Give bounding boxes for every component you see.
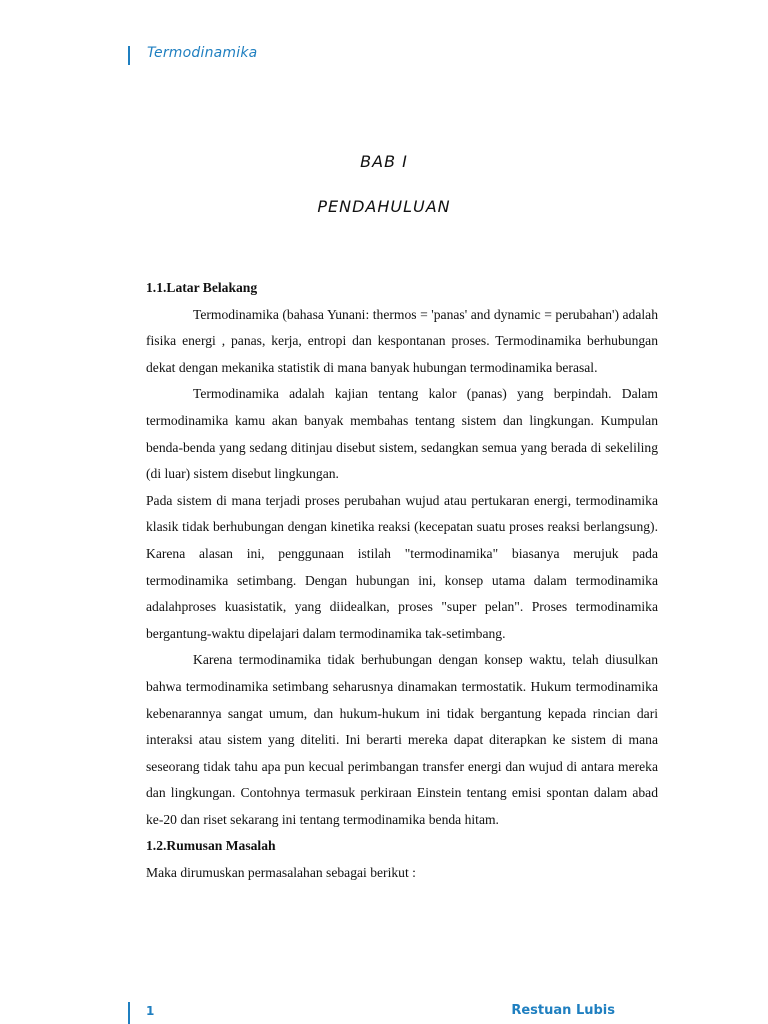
footer-author: Restuan Lubis <box>511 1003 615 1018</box>
running-header-title: Termodinamika <box>147 45 258 61</box>
paragraph: Termodinamika adalah kajian tentang kalor (panas) yang berpindah. Dalam termodinamika kamu akan banyak membahas tentang sistem dan lingkungan. Kumpulan benda-benda yang sedang ditinjau disebut sistem, sedangkan semua yang berada di sekeliling (di luar) sistem disebut lingkungan. <box>146 386 658 482</box>
section-heading: 1.1.Latar Belakang <box>146 280 258 295</box>
paragraph: Termodinamika (bahasa Yunani: thermos = 'panas' and dynamic = perubahan') adalah fisika energi , panas, kerja, entropi dan kespontanan proses. Termodinamika berhubungan dekat dengan mekanika statistik di mana banyak hubungan termodinamika berasal. <box>146 306 658 375</box>
footer-accent-bar <box>128 1002 130 1024</box>
section-heading: 1.2.Rumusan Masalah <box>146 838 276 854</box>
paragraph: Pada sistem di mana terjadi proses perubahan wujud atau pertukaran energi, termodinamika klasik tidak berhubungan dengan kinetika reaksi (kecepatan suatu proses reaksi berlangsung). Karena alasan ini, penggunaan istilah "termodinamika" biasanya merujuk pada termodinamika setimbang. Dengan hubungan ini, konsep utama dalam termodinamika adalahproses kuasistatik, yang diidealkan, proses "super pelan". Proses termodinamika bergantung-waktu dipelajari dalam termodinamika tak-setimbang. <box>146 492 658 641</box>
chapter-title: PENDAHULUAN <box>317 197 451 216</box>
chapter-number: BAB I <box>360 152 408 171</box>
paragraph: Karena termodinamika tidak berhubungan dengan konsep waktu, telah diusulkan bahwa termodinamika setimbang seharusnya dinamakan termostatik. Hukum termodinamika kebenarannya sangat umum, dan hukum-hukum ini tidak bergantung kepada rincian dari interaksi atau sistem yang diteliti. Ini berarti mereka dapat diterapkan ke sistem di mana seseorang tidak tahu apa pun kecual perimbangan transfer energi dan wujud di antara mereka dan lingkungan. Contohnya termasuk perkiraan Einstein tentang emisi spontan dalam abad ke-20 dan riset sekarang ini tentang termodinamika benda hitam. <box>146 652 658 827</box>
body-text <box>146 275 658 887</box>
page-number: 1 <box>146 1004 155 1018</box>
header-accent-bar <box>128 46 130 65</box>
paragraph: Maka dirumuskan permasalahan sebagai berikut : <box>146 865 416 881</box>
